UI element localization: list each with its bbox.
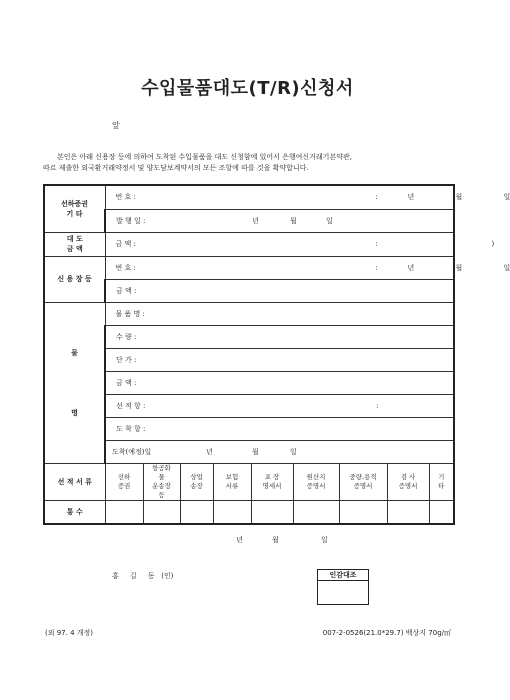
goods-header xyxy=(44,302,105,463)
doc-col-insurance-label: 보험 서류 xyxy=(225,472,239,490)
doc-col-weight-label: 중량,용적 증명서 xyxy=(349,472,377,490)
goods-arrival-month: 월 xyxy=(252,447,259,456)
bl-month: 월 xyxy=(455,193,463,202)
application-form-table xyxy=(43,184,510,525)
lc-header: 신 용 장 등 xyxy=(44,256,105,302)
tr-amount-colon: : xyxy=(375,240,378,248)
lc-year: 년 xyxy=(407,263,415,272)
doc-col-other-label: 기 타 xyxy=(438,472,445,490)
footer-form-code: 007-2-0526(21.0*29.7) 백상지 70g/㎡ xyxy=(322,629,451,637)
tr-amount-label: 금 액 : xyxy=(115,240,136,248)
lc-number-label: 번 호 : xyxy=(115,263,136,272)
goods-unit-price-field[interactable] xyxy=(105,348,454,371)
doc-col-inspection-label: 검 사 증명서 xyxy=(398,472,418,490)
copies-airway-cell[interactable] xyxy=(143,500,180,524)
footer-revision: (외 97. 4 개정) xyxy=(45,629,94,637)
copies-header-text: 통 수 xyxy=(66,507,83,516)
goods-header-top: 물 xyxy=(71,348,78,357)
tr-amount-paren: ) xyxy=(491,240,495,248)
goods-loading-port-field[interactable] xyxy=(105,394,454,417)
bl-issue-month: 월 xyxy=(290,216,297,225)
goods-item-field[interactable] xyxy=(105,302,454,325)
bl-header-text: 선하증권 기 타 xyxy=(60,199,89,218)
doc-col-inspection xyxy=(387,463,429,500)
goods-amount-field[interactable] xyxy=(105,371,454,394)
bl-year: 년 xyxy=(407,193,415,202)
bl-colon: : xyxy=(375,193,378,202)
seal-verification-box xyxy=(317,569,369,605)
bl-number-field[interactable] xyxy=(105,185,510,209)
bl-issue-date-field[interactable] xyxy=(105,209,454,232)
goods-amount-label: 금 액 : xyxy=(116,378,137,387)
intro-text xyxy=(43,152,463,174)
goods-arrival-date-field[interactable] xyxy=(105,440,454,463)
doc-col-bl xyxy=(105,463,143,500)
lc-amount-label: 금 액 : xyxy=(116,286,137,295)
lc-month: 월 xyxy=(455,263,463,272)
goods-loading-colon: : xyxy=(376,401,379,410)
goods-arrival-port-label: 도 착 항 : xyxy=(116,424,146,433)
bl-number-label: 번 호 : xyxy=(115,193,136,202)
tr-amount-header-text: 대 도 금 액 xyxy=(66,235,83,253)
doc-col-airway-label: 항공화물 운송장등 xyxy=(152,463,171,499)
goods-arrival-port-field[interactable] xyxy=(105,417,454,440)
goods-header-bottom: 명 xyxy=(71,408,78,417)
doc-col-origin xyxy=(293,463,339,500)
doc-col-weight xyxy=(339,463,387,500)
copies-insurance-cell[interactable] xyxy=(213,500,251,524)
goods-item-label: 물 품 명 : xyxy=(115,309,145,318)
doc-col-bl-label: 선하 증권 xyxy=(117,472,131,490)
recipient-label: 앞 xyxy=(112,121,120,130)
lc-colon: : xyxy=(375,263,378,272)
form-title: 수입물품대도(T/R)신청서 xyxy=(141,78,354,99)
lc-day: 일 xyxy=(503,263,510,272)
copies-bl-cell[interactable] xyxy=(105,500,143,524)
copies-other-cell[interactable] xyxy=(429,500,454,524)
doc-col-packing xyxy=(251,463,293,500)
goods-qty-field[interactable] xyxy=(105,325,454,348)
tr-amount-header xyxy=(44,232,105,256)
goods-arrival-year: 년 xyxy=(206,447,213,456)
application-month: 월 xyxy=(272,536,279,544)
shipping-docs-header: 선 적 서 류 xyxy=(44,463,105,500)
lc-number-field[interactable] xyxy=(105,256,510,279)
doc-col-other xyxy=(429,463,454,500)
tr-amount-field[interactable] xyxy=(105,232,495,256)
lc-amount-field[interactable] xyxy=(105,279,454,302)
application-day: 일 xyxy=(321,536,328,544)
bl-header xyxy=(44,185,105,232)
intro-line-1: 본인은 아래 신용장 등에 의하여 도착된 수입물품을 대도 신청함에 있어서 은행여신거래기본약관, xyxy=(57,153,352,161)
copies-inspection-cell[interactable] xyxy=(387,500,429,524)
goods-loading-port-label: 선 적 항 : xyxy=(116,401,146,410)
copies-invoice-cell[interactable] xyxy=(180,500,213,524)
copies-header xyxy=(44,500,105,524)
copies-packing-cell[interactable] xyxy=(251,500,293,524)
bl-issue-label: 발 행 일 : xyxy=(116,216,146,225)
application-year: 년 xyxy=(236,536,243,544)
doc-col-origin-label: 원산지 증명서 xyxy=(306,472,326,490)
copies-origin-cell[interactable] xyxy=(293,500,339,524)
doc-col-packing-label: 포 장 명세서 xyxy=(262,472,282,490)
doc-col-insurance xyxy=(213,463,251,500)
copies-weight-cell[interactable] xyxy=(339,500,387,524)
goods-arrival-date-label: 도착(예정)일 xyxy=(112,447,152,456)
doc-col-invoice-label: 상업 송장 xyxy=(190,472,203,490)
bl-issue-year: 년 xyxy=(252,216,259,225)
intro-line-2: 따르 제출한 외국환거래약정서 및 양도담보계약서의 모든 조항에 따를 것을 확약합니다. xyxy=(43,164,309,172)
goods-arrival-day: 일 xyxy=(290,447,297,456)
doc-col-airway xyxy=(143,463,180,500)
applicant-name: 홍 길 동 (인) xyxy=(112,572,174,580)
bl-day: 일 xyxy=(503,193,510,202)
goods-unit-price-label: 단 가 : xyxy=(116,355,137,364)
bl-issue-day: 일 xyxy=(326,216,333,225)
goods-qty-label: 수 량 : xyxy=(116,332,137,341)
seal-verification-title: 인감대조 xyxy=(318,570,368,581)
doc-col-invoice xyxy=(180,463,213,500)
